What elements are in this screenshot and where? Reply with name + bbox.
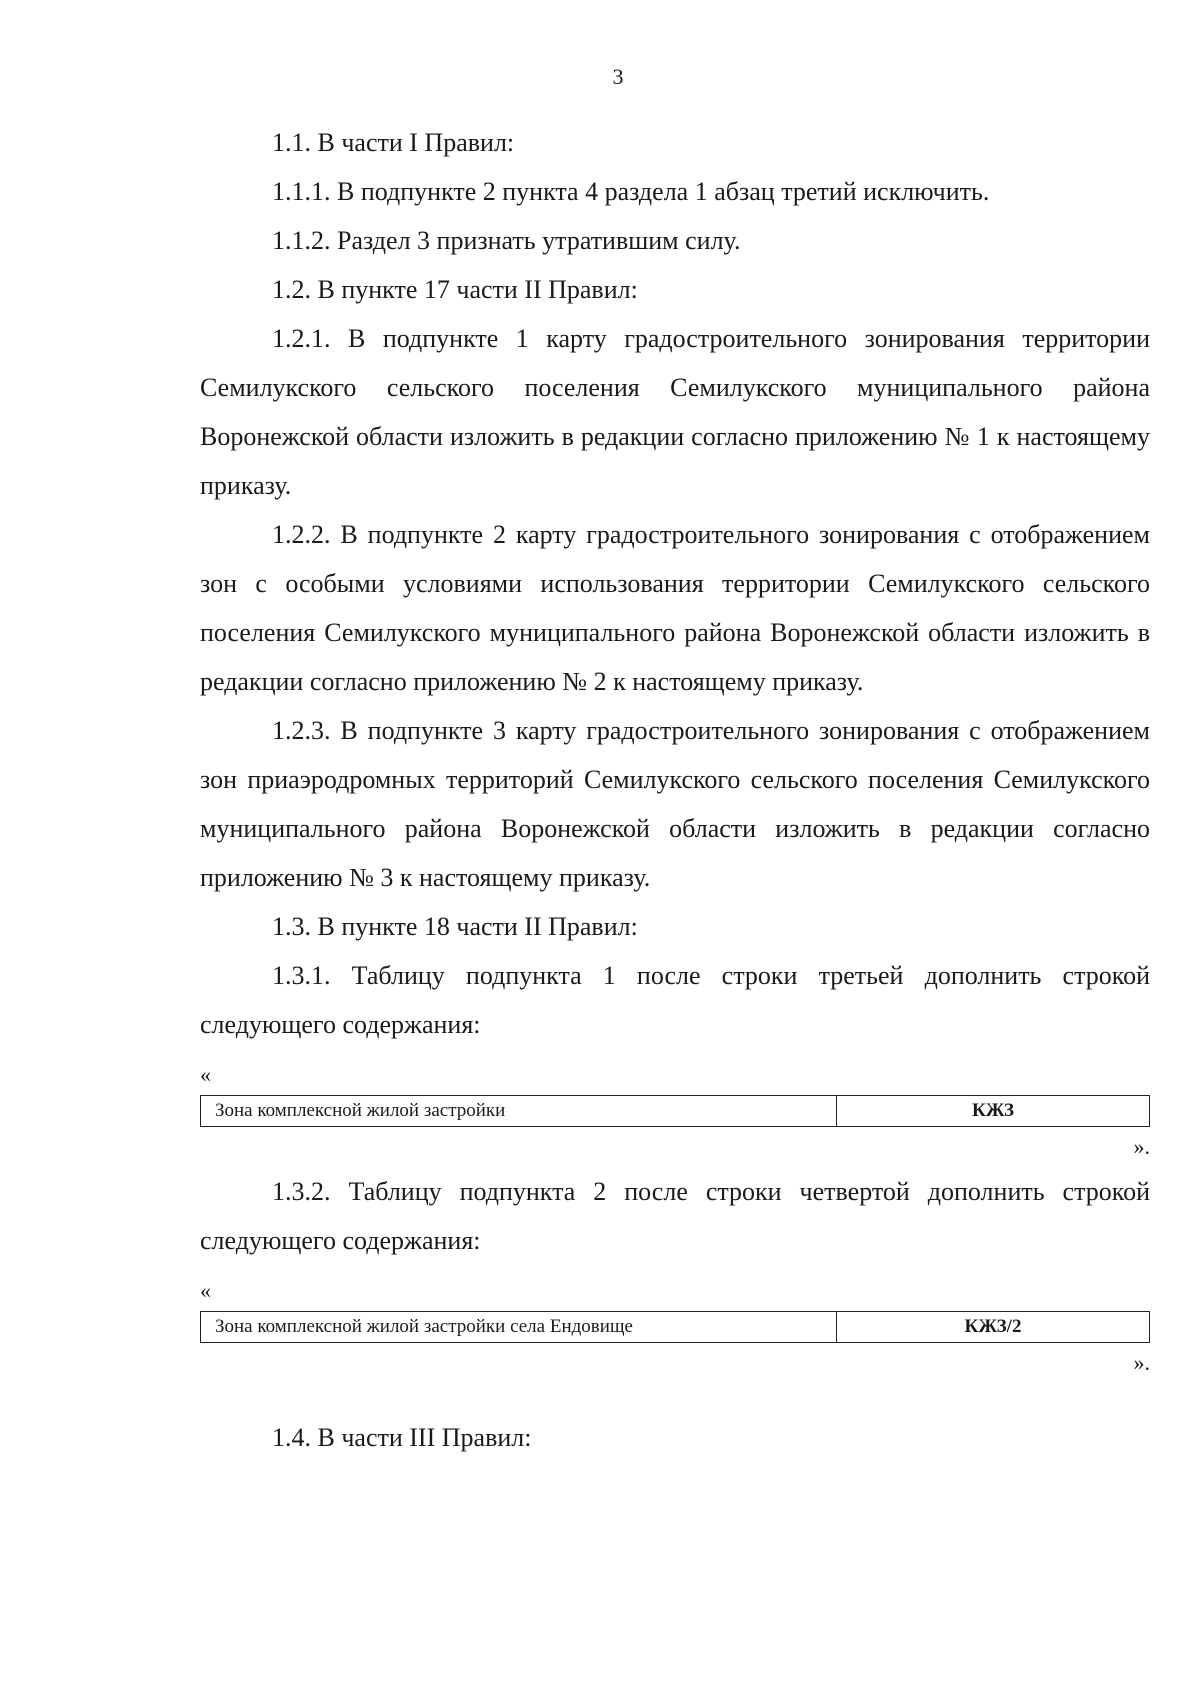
- paragraph-1-1-2: 1.1.2. Раздел 3 признать утратившим силу.: [272, 226, 741, 255]
- table-row: [201, 1096, 1150, 1127]
- quote-close-mark: ».: [1133, 1350, 1150, 1375]
- paragraph-1-2-3: 1.2.3. В подпункте 3 карту градостроительного зонирования с отображением зон приаэродромных территорий Семилукского сельского поселения Семилукского муниципального района Воронежской области изложить в редакции согласно приложению № 3 к настоящему приказу.: [200, 716, 1150, 892]
- paragraph-1-3-2: 1.3.2. Таблицу подпункта 2 после строки четвертой дополнить строкой следующего содержания:: [200, 1177, 1150, 1255]
- quote-close-mark: ».: [1133, 1134, 1150, 1159]
- quote-open-mark: «: [200, 1278, 211, 1303]
- paragraph-1-2: 1.2. В пункте 17 части II Правил:: [272, 275, 638, 304]
- spacer: [200, 1383, 1150, 1413]
- zone-code-cell: КЖЗ/2: [837, 1312, 1150, 1343]
- inserted-row-table-1: [200, 1095, 1150, 1127]
- document-body: [200, 118, 1150, 1462]
- paragraph-1-1-1: 1.1.1. В подпункте 2 пункта 4 раздела 1 абзац третий исключить.: [272, 177, 990, 206]
- zone-code-cell: КЖЗ: [837, 1096, 1150, 1127]
- inserted-row-table-2: [200, 1311, 1150, 1343]
- table-row: [201, 1312, 1150, 1343]
- page-number: 3: [612, 64, 624, 89]
- paragraph-1-2-2: 1.2.2. В подпункте 2 карту градостроительного зонирования с отображением зон с особыми условиями использования территории Семилукского сельского поселения Семилукского муниципального района Воронежской области изложить в редакции согласно приложению № 2 к настоящему приказу.: [200, 520, 1150, 696]
- paragraph-1-3-1: 1.3.1. Таблицу подпункта 1 после строки третьей дополнить строкой следующего содержания:: [200, 961, 1150, 1039]
- zone-name-cell: Зона комплексной жилой застройки: [201, 1096, 837, 1127]
- quote-open-mark: «: [200, 1062, 211, 1087]
- paragraph-1-3: 1.3. В пункте 18 части II Правил:: [272, 912, 638, 941]
- zone-name-cell: Зона комплексной жилой застройки села Ендовище: [201, 1312, 837, 1343]
- paragraph-1-4: 1.4. В части III Правил:: [272, 1423, 532, 1452]
- paragraph-1-2-1: 1.2.1. В подпункте 1 карту градостроительного зонирования территории Семилукского сельского поселения Семилукского муниципального района Воронежской области изложить в редакции согласно приложению № 1 к настоящему приказу.: [200, 324, 1150, 500]
- paragraph-1-1: 1.1. В части I Правил:: [272, 128, 515, 157]
